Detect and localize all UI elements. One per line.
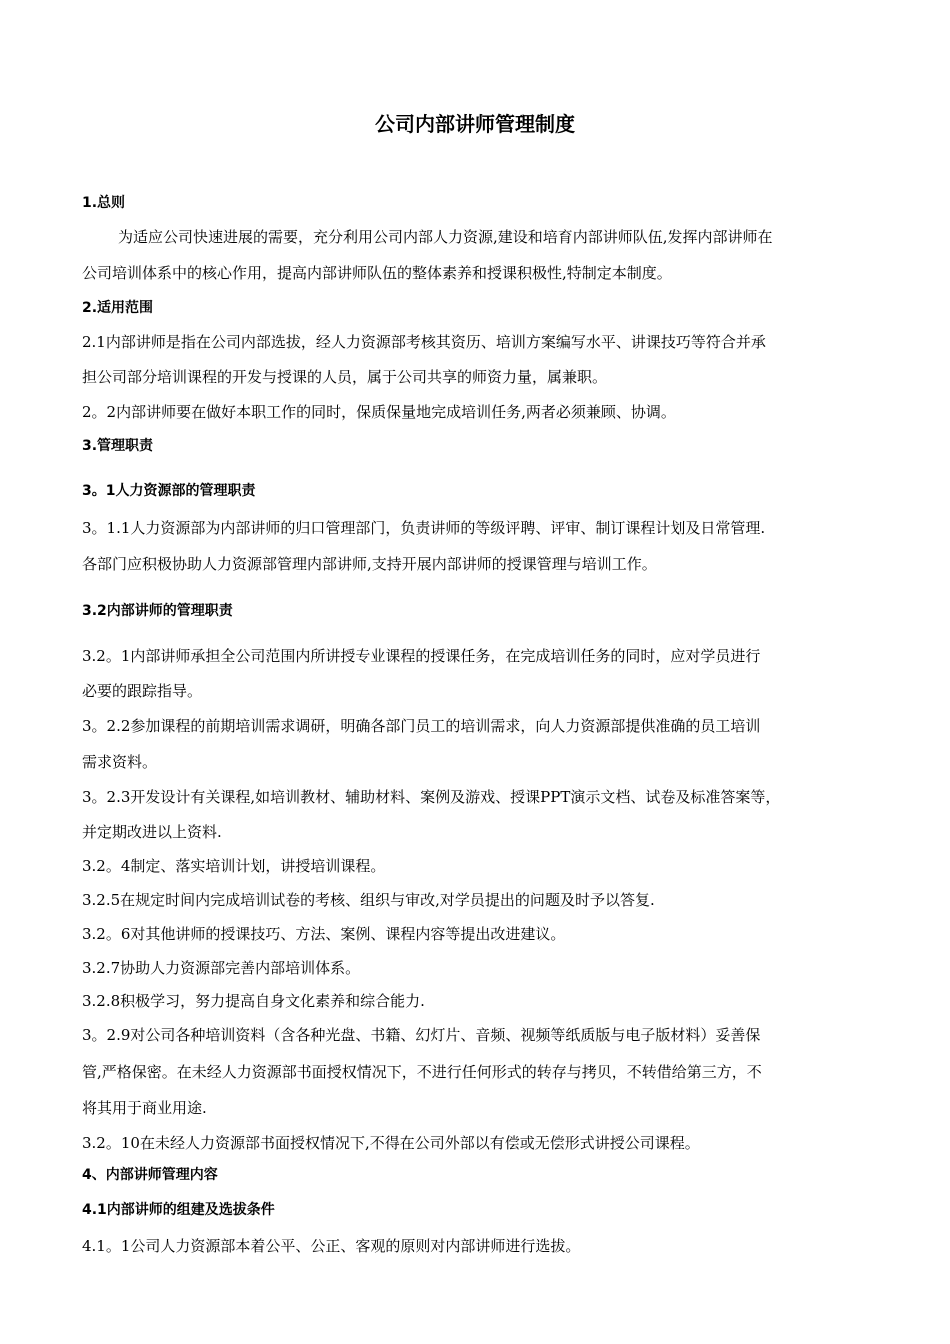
paragraph-line: 为适应公司快速进展的需要，充分利用公司内部人力资源,建设和培育内部讲师队伍,发挥内部讲师在 (118, 228, 773, 246)
paragraph-line: 各部门应积极协助人力资源部管理内部讲师,支持开展内部讲师的授课管理与培训工作。 (82, 555, 657, 573)
paragraph-line: 3.2。6对其他讲师的授课技巧、方法、案例、课程内容等提出改进建议。 (82, 925, 566, 943)
paragraph-line: 担公司部分培训课程的开发与授课的人员，属于公司共享的师资力量，属兼职。 (82, 368, 608, 386)
paragraph-line: 3。1.1人力资源部为内部讲师的归口管理部门，负责讲师的等级评聘、评审、制订课程计划及日常管理. (82, 519, 766, 537)
paragraph-line: 需求资料。 (82, 753, 158, 771)
paragraph-line: 公司培训体系中的核心作用，提高内部讲师队伍的整体素养和授课积极性,特制定本制度。 (82, 264, 672, 282)
paragraph-line: 并定期改进以上资料. (82, 823, 222, 841)
paragraph-line: 3。2.2参加课程的前期培训需求调研，明确各部门员工的培训需求，向人力资源部提供准确的员工培训 (82, 717, 761, 735)
paragraph-line: 2。2内部讲师要在做好本职工作的同时，保质保量地完成培训任务,两者必须兼顾、协调。 (82, 403, 676, 421)
paragraph-line: 将其用于商业用途. (82, 1099, 207, 1117)
paragraph-line: 4.1。1公司人力资源部本着公平、公正、客观的原则对内部讲师进行选拔。 (82, 1237, 581, 1255)
document-title: 公司内部讲师管理制度 (375, 112, 575, 136)
paragraph-line: 3.2。10在未经人力资源部书面授权情况下,不得在公司外部以有偿或无偿形式讲授公司课程。 (82, 1134, 700, 1152)
section-1-heading: 1.总则 (82, 195, 126, 211)
paragraph-line: 3.2.5在规定时间内完成培训试卷的考核、组织与审改,对学员提出的问题及时予以答复. (82, 891, 655, 909)
section-4-heading: 4、内部讲师管理内容 (82, 1167, 218, 1183)
section-4-1-heading: 4.1内部讲师的组建及选拔条件 (82, 1202, 275, 1218)
paragraph-line: 管,严格保密。在未经人力资源部书面授权情况下，不进行任何形式的转存与拷贝，不转借给第三方，不 (82, 1063, 762, 1081)
paragraph-line: 3.2.8积极学习，努力提高自身文化素养和综合能力. (82, 992, 425, 1010)
paragraph-line: 3。2.3开发设计有关课程,如培训教材、辅助材料、案例及游戏、授课PPT演示文档、试卷及标准答案等， (82, 788, 781, 806)
section-3-heading: 3.管理职责 (82, 438, 154, 454)
section-3-2-heading: 3.2内部讲师的管理职责 (82, 603, 233, 619)
paragraph-line: 2.1内部讲师是指在公司内部选拔，经人力资源部考核其资历、培训方案编写水平、讲课技巧等符合并承 (82, 333, 766, 351)
paragraph-line: 3。2.9对公司各种培训资料（含各种光盘、书籍、幻灯片、音频、视频等纸质版与电子版材料）妥善保 (82, 1026, 761, 1044)
paragraph-line: 必要的跟踪指导。 (82, 682, 203, 700)
paragraph-line: 3.2。1内部讲师承担全公司范围内所讲授专业课程的授课任务，在完成培训任务的同时，应对学员进行 (82, 647, 761, 665)
paragraph-line: 3.2.7协助人力资源部完善内部培训体系。 (82, 959, 361, 977)
paragraph-line: 3.2。4制定、落实培训计划，讲授培训课程。 (82, 857, 386, 875)
section-2-heading: 2.适用范围 (82, 300, 154, 316)
section-3-1-heading: 3。1人力资源部的管理职责 (82, 483, 256, 499)
